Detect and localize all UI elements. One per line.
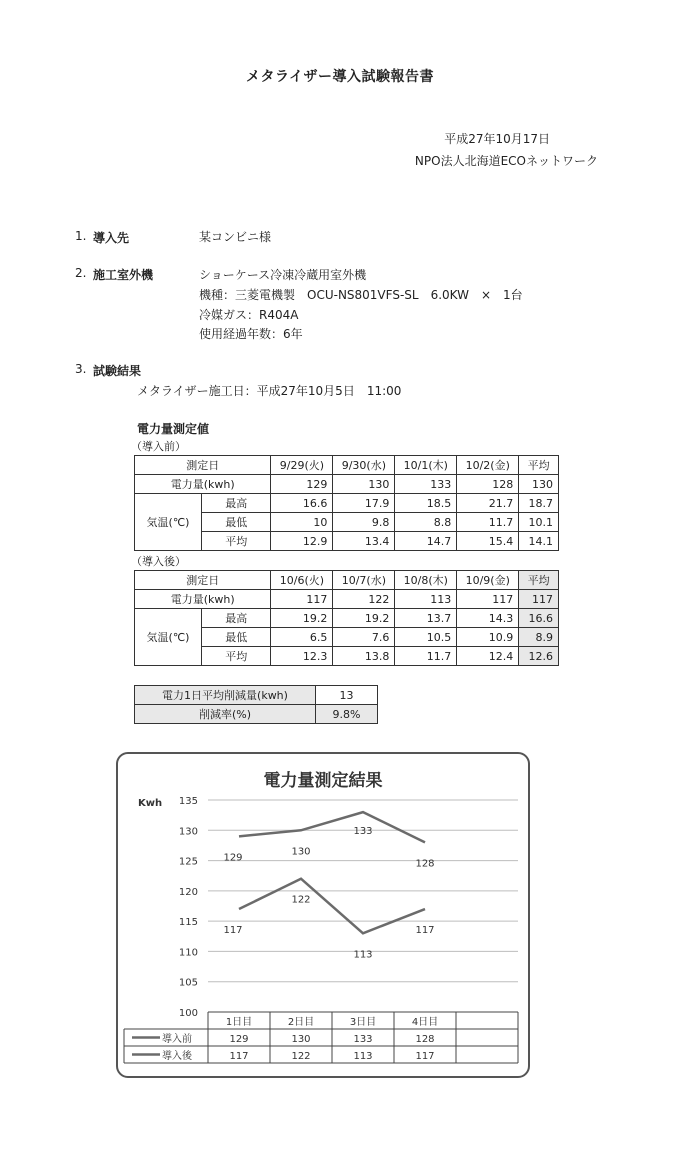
data-label: 117 (415, 925, 435, 937)
table-header-cell: 測定日 (135, 456, 271, 475)
table-cell: 最低 (202, 513, 271, 532)
unit-line: 冷媒ガス：R404A (199, 308, 299, 322)
table-cell: 6.5 (271, 628, 333, 647)
install-date: メタライザー施工日：平成27年10月5日 11:00 (137, 384, 402, 398)
y-tick-label: 100 (178, 1008, 198, 1019)
table-value: 133 (353, 1034, 373, 1045)
table-cell: 最高 (202, 609, 271, 628)
after-caption: （導入後） (131, 555, 186, 568)
table-cell: 11.7 (395, 647, 457, 666)
unit-line: ショーケース冷凍冷蔵用室外機 (199, 268, 367, 282)
table-cell: 128 (457, 475, 519, 494)
section-2-number: 2. (75, 266, 87, 280)
table-cell: 最高 (202, 494, 271, 513)
section-2 (75, 266, 195, 282)
table-cell: 平均 (202, 647, 271, 666)
data-label: 128 (415, 858, 435, 870)
y-tick-label: 135 (178, 796, 198, 807)
table-cell: 113 (395, 590, 457, 609)
x-tick-label: 1日目 (225, 1017, 253, 1028)
table-row (135, 494, 559, 513)
section-1-number: 1. (75, 229, 87, 243)
power-chart (118, 754, 528, 1076)
table-cell: 12.9 (271, 532, 333, 551)
table-row (135, 705, 378, 724)
table-header-cell: 9/29(火) (271, 456, 333, 475)
table-header-cell: 10/9(金) (457, 571, 519, 590)
summary-table (134, 685, 378, 724)
table-cell: 13.7 (395, 609, 457, 628)
section-1-label: 導入先 (93, 231, 130, 245)
table-cell: 平均 (202, 532, 271, 551)
table-header-cell: 10/2(金) (457, 456, 519, 475)
unit-line: 使用経過年数：6年 (199, 327, 303, 341)
reduction-value: 13 (316, 686, 378, 705)
table-header-cell: 10/7(水) (333, 571, 395, 590)
table-cell: 117 (519, 590, 559, 609)
table-cell: 気温(℃) (135, 494, 202, 551)
table-cell: 129 (271, 475, 333, 494)
chart-title: 電力量測定結果 (263, 771, 383, 791)
table-cell: 117 (457, 590, 519, 609)
after-table (134, 570, 559, 666)
table-cell: 19.2 (333, 609, 395, 628)
data-label: 133 (353, 826, 373, 838)
section-2-label: 施工室外機 (93, 268, 154, 282)
table-cell: 11.7 (457, 513, 519, 532)
data-label: 122 (291, 894, 311, 906)
table-header-cell: 平均 (519, 571, 559, 590)
section-3-number: 3. (75, 362, 87, 376)
table-cell: 12.4 (457, 647, 519, 666)
y-tick-label: 125 (178, 856, 198, 868)
legend-label: 導入前 (162, 1034, 192, 1045)
table-cell: 電力量(kwh) (135, 475, 271, 494)
table-cell: 21.7 (457, 494, 519, 513)
table-header-cell: 測定日 (135, 571, 271, 590)
table-value: 128 (415, 1034, 435, 1045)
table-cell: 電力量(kwh) (135, 590, 271, 609)
table-cell: 13.4 (333, 532, 395, 551)
data-label: 129 (223, 852, 243, 864)
y-axis-label: Kwh (138, 798, 163, 809)
table-cell: 最低 (202, 628, 271, 647)
table-cell: 12.3 (271, 647, 333, 666)
table-value: 117 (229, 1051, 249, 1062)
table-cell: 10 (271, 513, 333, 532)
x-tick-label: 2日目 (287, 1017, 315, 1028)
table-cell: 10.5 (395, 628, 457, 647)
rate-value: 9.8% (316, 705, 378, 724)
data-label: 117 (223, 925, 243, 937)
table-cell: 13.8 (333, 647, 395, 666)
table-cell: 17.9 (333, 494, 395, 513)
table-cell: 14.3 (457, 609, 519, 628)
section-3 (75, 362, 195, 378)
legend-label: 導入後 (162, 1051, 192, 1062)
reduction-label: 電力1日平均削減量(kwh) (135, 686, 316, 705)
table-header-cell: 10/6(火) (271, 571, 333, 590)
table-value: 122 (291, 1051, 311, 1062)
x-tick-label: 3日目 (349, 1017, 377, 1028)
table-cell: 9.8 (333, 513, 395, 532)
table-cell: 130 (519, 475, 559, 494)
y-tick-label: 105 (178, 977, 198, 989)
section-3-label: 試験結果 (93, 364, 142, 378)
table-cell: 10.9 (457, 628, 519, 647)
table-header-cell: 10/1(木) (395, 456, 457, 475)
table-cell: 16.6 (271, 494, 333, 513)
table-cell: 19.2 (271, 609, 333, 628)
chart-frame (116, 752, 530, 1078)
table-cell: 10.1 (519, 513, 559, 532)
report-date: 平成27年10月17日 (444, 132, 550, 146)
table-cell: 12.6 (519, 647, 559, 666)
report-title: メタライザー導入試験報告書 (245, 69, 435, 85)
table-cell: 7.6 (333, 628, 395, 647)
before-table (134, 455, 559, 551)
table-header-cell: 10/8(木) (395, 571, 457, 590)
table-row (135, 686, 378, 705)
table-cell: 8.8 (395, 513, 457, 532)
section-1 (75, 229, 195, 245)
table-cell: 18.7 (519, 494, 559, 513)
table-value: 129 (229, 1034, 249, 1045)
table-value: 113 (353, 1051, 373, 1062)
series-line (239, 812, 425, 842)
table-row (135, 456, 559, 475)
table-cell: 130 (333, 475, 395, 494)
table-header-cell: 平均 (519, 456, 559, 475)
table-cell: 14.7 (395, 532, 457, 551)
y-tick-label: 110 (178, 947, 198, 959)
y-tick-label: 115 (178, 917, 198, 929)
table-value: 130 (291, 1034, 311, 1045)
series-line (239, 879, 425, 934)
organization: NPO法人北海道ECOネットワーク (414, 154, 598, 168)
table-value: 117 (415, 1051, 435, 1062)
table-cell: 122 (333, 590, 395, 609)
table-cell: 14.1 (519, 532, 559, 551)
table-cell: 16.6 (519, 609, 559, 628)
y-tick-label: 120 (178, 886, 198, 898)
table-cell: 8.9 (519, 628, 559, 647)
y-tick-label: 130 (178, 826, 198, 838)
rate-label: 削減率(%) (135, 705, 316, 724)
table-row (135, 475, 559, 494)
measure-title: 電力量測定値 (137, 422, 210, 436)
data-label: 113 (353, 949, 373, 961)
table-row (135, 571, 559, 590)
before-caption: （導入前） (131, 440, 186, 453)
data-label: 130 (291, 846, 311, 858)
section-1-value: 某コンビニ様 (199, 230, 272, 244)
unit-line: 機種：三菱電機製 OCU-NS801VFS-SL 6.0KW × 1台 (199, 288, 523, 302)
table-cell: 気温(℃) (135, 609, 202, 666)
table-cell: 15.4 (457, 532, 519, 551)
table-row (135, 590, 559, 609)
table-row (135, 609, 559, 628)
x-tick-label: 4日目 (411, 1017, 439, 1028)
table-cell: 117 (271, 590, 333, 609)
table-cell: 133 (395, 475, 457, 494)
table-header-cell: 9/30(水) (333, 456, 395, 475)
table-cell: 18.5 (395, 494, 457, 513)
